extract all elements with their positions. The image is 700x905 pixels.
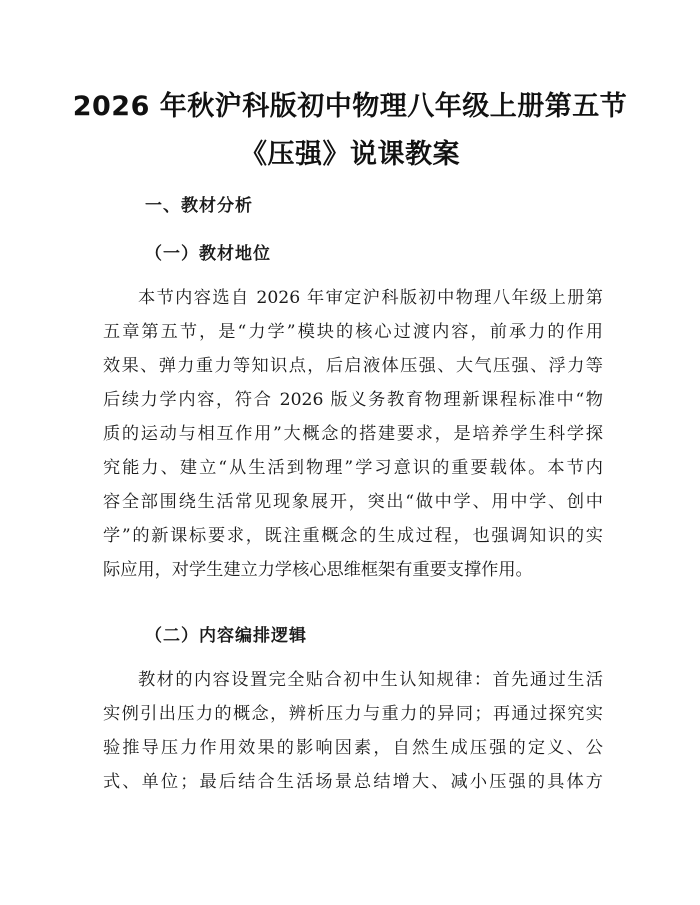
- paragraph-line: 后续力学内容，符合 2026 版义务教育物理新课程标准中“物: [103, 390, 603, 410]
- paragraph-textbook-position: [103, 281, 603, 587]
- paragraph-line: 究能力、建立“从生活到物理”学习意识的重要载体。本节内: [103, 458, 603, 478]
- paragraph-line: 验推导压力作用效果的影响因素，自然生成压强的定义、公: [103, 738, 603, 758]
- paragraph-line: 教材的内容设置完全贴合初中生认知规律：首先通过生活: [138, 670, 603, 690]
- paragraph-line: 际应用，对学生建立力学核心思维框架有重要支撑作用。: [103, 560, 533, 580]
- subsection-heading-textbook-position: （一）教材地位: [145, 244, 271, 264]
- section-heading-textbook-analysis: 一、教材分析: [145, 196, 253, 216]
- subsection-heading-content-arrangement: （二）内容编排逻辑: [145, 626, 307, 646]
- paragraph-line: 容全部围绕生活常见现象展开，突出“做中学、用中学、创中: [103, 492, 603, 512]
- paragraph-line: 实例引出压力的概念，辨析压力与重力的异同；再通过探究实: [103, 704, 603, 724]
- paragraph-line: 式、单位；最后结合生活场景总结增大、减小压强的具体方: [103, 772, 603, 792]
- paragraph-line: 效果、弹力重力等知识点，后启液体压强、大气压强、浮力等: [103, 356, 603, 376]
- document-title-line-2: 《压强》说课教案: [240, 139, 460, 170]
- document-title-line-1: 2026 年秋沪科版初中物理八年级上册第五节: [72, 91, 628, 122]
- paragraph-line: 学”的新课标要求，既注重概念的生成过程，也强调知识的实: [103, 526, 603, 546]
- paragraph-line: 质的运动与相互作用”大概念的搭建要求，是培养学生科学探: [103, 424, 603, 444]
- paragraph-content-arrangement: [103, 663, 603, 799]
- paragraph-line: 本节内容选自 2026 年审定沪科版初中物理八年级上册第: [138, 288, 603, 308]
- paragraph-line: 五章第五节，是“力学”模块的核心过渡内容，前承力的作用: [103, 322, 603, 342]
